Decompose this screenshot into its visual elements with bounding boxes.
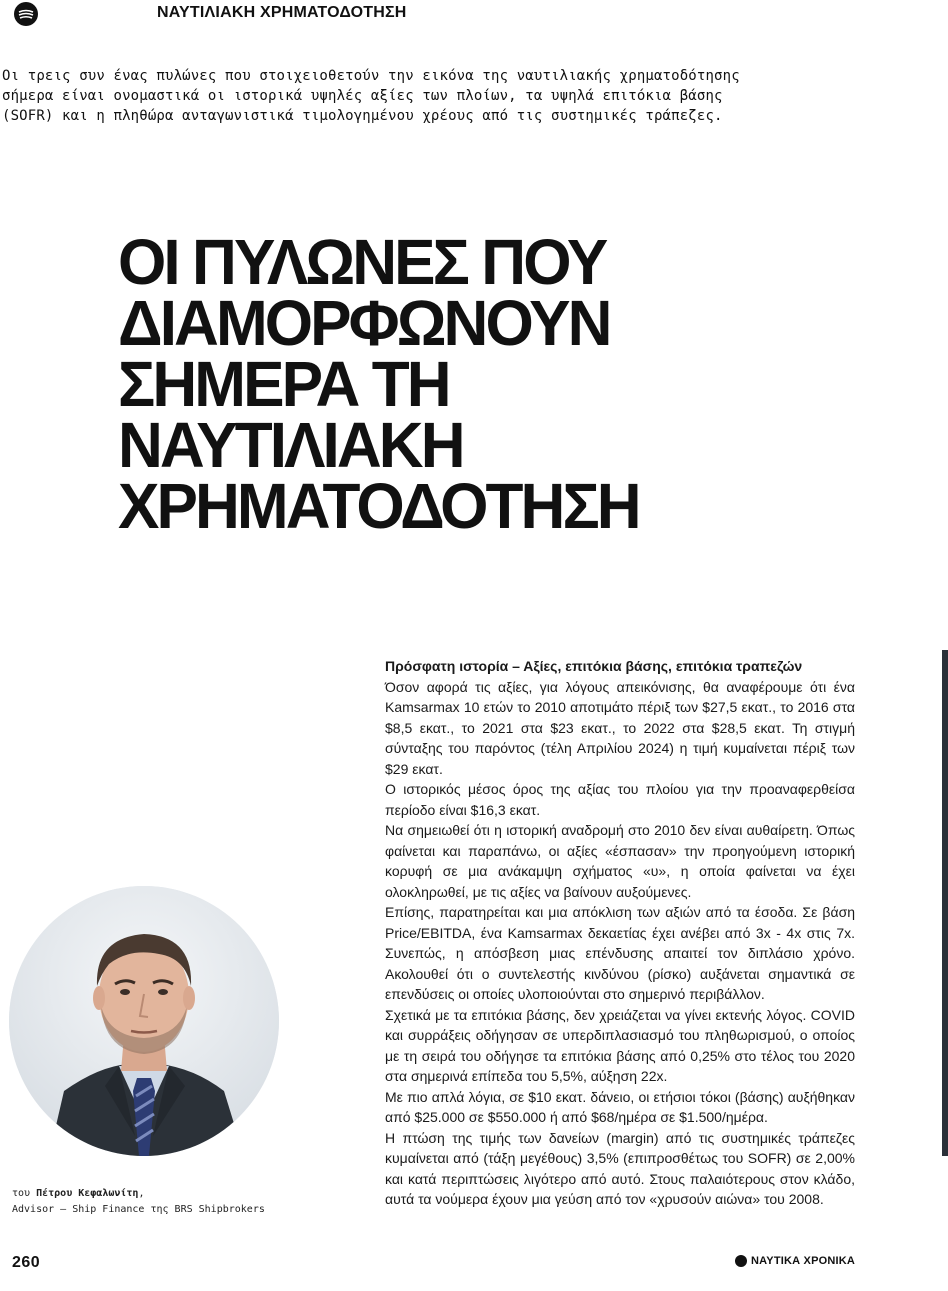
magazine-logo-icon <box>14 2 38 26</box>
headline-line: ΟΙ ΠΥΛΩΝΕΣ ΠΟΥ <box>118 226 606 298</box>
intro-line: Οι τρεις συν ένας πυλώνες που στοιχειοθετούν την εικόνα της ναυτιλιακής χρηματοδότησης <box>2 68 740 84</box>
intro-text <box>2 66 832 126</box>
article-subheading: Πρόσφατη ιστορία – Αξίες, επιτόκια βάσης, επιτόκια τραπεζών <box>385 658 803 674</box>
article-paragraph: Σχετικά με τα επιτόκια βάσης, δεν χρειάζεται να γίνει εκτενής λόγος. COVID και συρράξεις οδήγησαν σε υπερδιπλασιασμό του πληθωρισμού, ο οποίος με τη σειρά του οδήγησε τα επιτόκια βάσης από 0,25% στο τέλος του 2020 στα σημερινά επίπεδα του 5,5%, αύξηση 22x. <box>385 1006 855 1084</box>
headline-line: ΧΡΗΜΑΤΟΔΟΤΗΣΗ <box>118 470 639 542</box>
article-headline <box>118 226 639 542</box>
article-paragraph: Να σημειωθεί ότι η ιστορική αναδρομή στο 2010 δεν είναι αυθαίρετη. Όπως φαίνεται και παραπάνω, οι αξίες «έσπασαν» την προηγούμενη ιστορική κορυφή σε μια ανάκαμψη σχήματος «υ», η οποία φαίνεται να έχει ολοκληρωθεί, με τις αξίες να βαίνουν αυξούμενες. <box>385 822 855 900</box>
page-edge-bar <box>942 650 948 1156</box>
headline-line: ΔΙΑΜΟΡΦΩΝΟΥΝ <box>118 287 610 359</box>
page-number: 260 <box>12 1254 41 1271</box>
author-byline <box>12 1186 265 1218</box>
headline-line: ΣΗΜΕΡΑ ΤΗ <box>118 348 449 420</box>
byline-suffix: , <box>138 1188 145 1199</box>
author-portrait <box>9 886 279 1156</box>
author-name: Πέτρου Κεφαλωνίτη <box>36 1188 139 1199</box>
byline-prefix: του <box>12 1188 37 1199</box>
article-paragraph: Ο ιστορικός μέσος όρος της αξίας του πλοίου για την προαναφερθείσα περίοδο είναι $16,3 εκατ. <box>385 781 855 818</box>
intro-line: σήμερα είναι ονομαστικά οι ιστορικά υψηλές αξίες των πλοίων, τα υψηλά επιτόκια βάσης <box>2 88 723 104</box>
article-paragraph: Επίσης, παρατηρείται και μια απόκλιση των αξιών από τα έσοδα. Σε βάση Price/EBITDA, ένα Kamsarmax δεκαετίας έχει ανέβει από 3x - 4x στις 7x. Συνεπώς, η απόσβεση μιας επένδυσης απαιτεί τον διπλάσιο χρόνο. Ακολουθεί ότι ο συντελεστής κινδύνου (ρίσκο) αυξάνεται σημαντικά σε επενδύσεις οι οποίες υλοποιούνται στο σημερινό περιβάλλον. <box>385 904 855 1002</box>
footer-brand-label: ΝΑΥΤΙΚΑ ΧΡΟΝΙΚΑ <box>751 1255 856 1267</box>
section-title: ΝΑΥΤΙΛΙΑΚΗ ΧΡΗΜΑΤΟΔΟΤΗΣΗ <box>157 4 407 21</box>
article-paragraph: Με πιο απλά λόγια, σε $10 εκατ. δάνειο, οι ετήσιοι τόκοι (βάσης) αυξήθηκαν από $25.000 σε $550.000 ή από $68/ημέρα σε $1.500/ημέρα. <box>385 1088 855 1125</box>
author-role: Advisor – Ship Finance της BRS Shipbrokers <box>12 1204 265 1215</box>
footer-brand <box>735 1255 855 1267</box>
article-paragraph: Η πτώση της τιμής των δανείων (margin) από τις συστημικές τράπεζες κυμαίνεται από (τάξη μεγέθους) 3,5% (επιπροσθέτως του SOFR) σε 2,00% και κατά περιπτώσεις λιγότερο από αυτό. Στους παλαιότερους στον κλάδο, αυτά τα νούμερα έχουν μια γεύση από τον «χρυσούν αιώνα» του 2008. <box>385 1129 855 1207</box>
intro-line: (SOFR) και η πληθώρα ανταγωνιστικά τιμολογημένου χρέους από τις συστημικές τράπεζες. <box>2 108 723 124</box>
headline-line: ΝΑΥΤΙΛΙΑΚΗ <box>118 409 463 481</box>
article-paragraph: Όσον αφορά τις αξίες, για λόγους απεικόνισης, θα αναφέρουμε ότι ένα Kamsarmax 10 ετών το 2010 αποτιμάτο πέριξ των $27,5 εκατ., το 2016 στα $8,5 εκατ., το 2021 στα $23 εκατ., το 2022 στα $28,5 εκατ. Τη στιγμή σύνταξης του παρόντος (τέλη Απριλίου 2024) η τιμή κυμαίνεται πέριξ των $29 εκατ. <box>385 678 855 777</box>
article-body <box>385 656 855 1210</box>
brand-logo-icon <box>735 1255 747 1267</box>
